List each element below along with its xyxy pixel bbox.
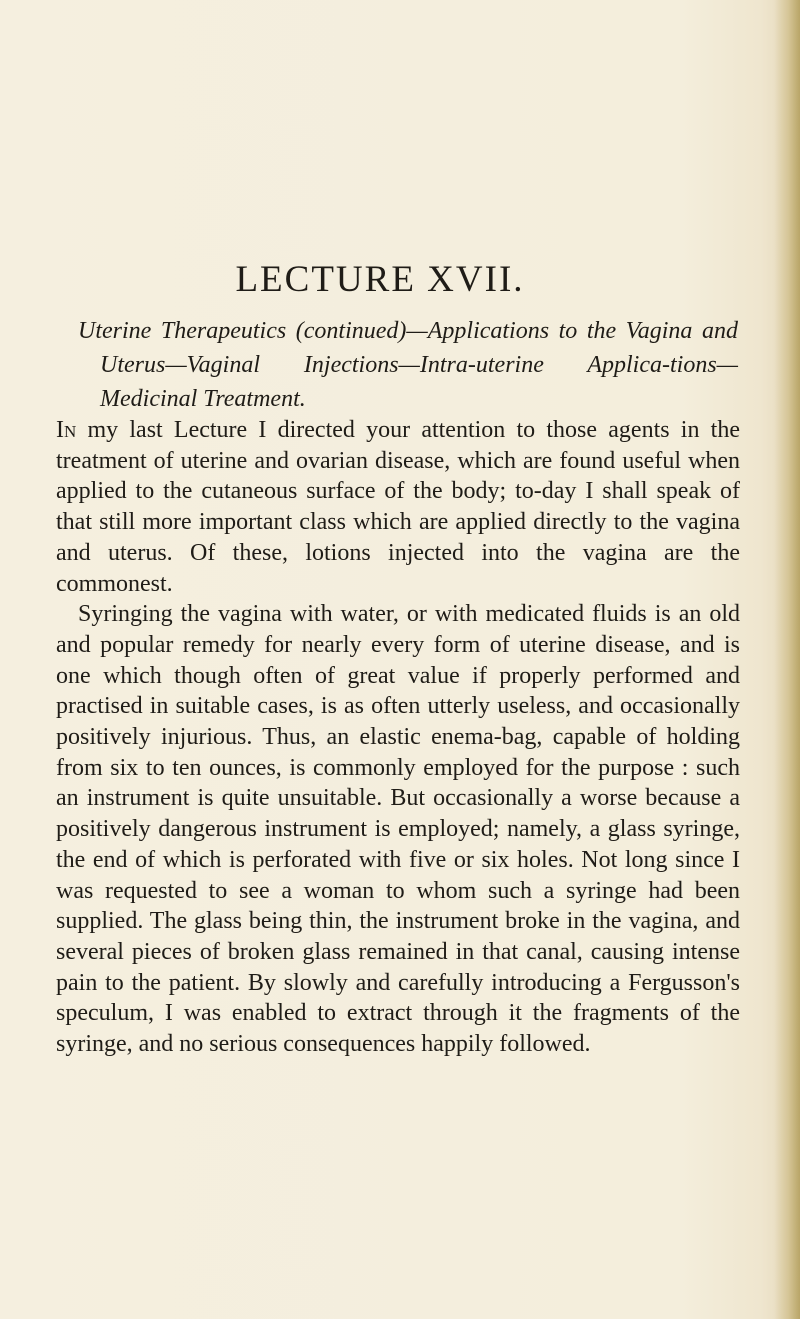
- paragraph-1-text: my last Lecture I directed your attention to those agents in the treatment of uterine and ovarian disease, which are found useful when applied to the cutaneous surface of the body; to-day I shall speak of that still more important class which are applied directly to the vagina and uterus. Of these, lotions injected into the vagina are the commonest.: [56, 417, 740, 597]
- body-text: [56, 415, 740, 1060]
- paragraph-2: Syringing the vagina with water, or with medicated fluids is an old and popular remedy for nearly every form of uterine disease, and is one which though often of great value if properly performed and practised in suitable cases, is as often utterly useless, and occasionally positively injurious. Thus, an elastic enema-bag, capable of holding from six to ten ounces, is commonly employed for the purpose : such an instrument is quite unsuitable. But occasionally a worse because a positively dangerous instrument is employed; namely, a glass syringe, the end of which is perforated with five or six holes. Not long since I was requested to see a woman to whom such a syringe had been supplied. The glass being thin, the instrument broke in the vagina, and several pieces of broken glass remained in that canal, causing intense pain to the patient. By slowly and carefully introducing a Fergusson's speculum, I was enabled to extract through it the fragments of the syringe, and no serious consequences happily followed.: [56, 601, 740, 1058]
- page-edge-shadow: [774, 0, 800, 1319]
- lecture-title: LECTURE XVII.: [235, 259, 525, 300]
- lecture-summary: Uterine Therapeutics (continued)—Applications to the Vagina and Uterus—Vaginal Injections—Intra-uterine Applica-tions—Medicinal Treatment.: [78, 318, 738, 412]
- paragraph-1-lead: In: [56, 417, 77, 443]
- paragraph-1: [56, 415, 740, 599]
